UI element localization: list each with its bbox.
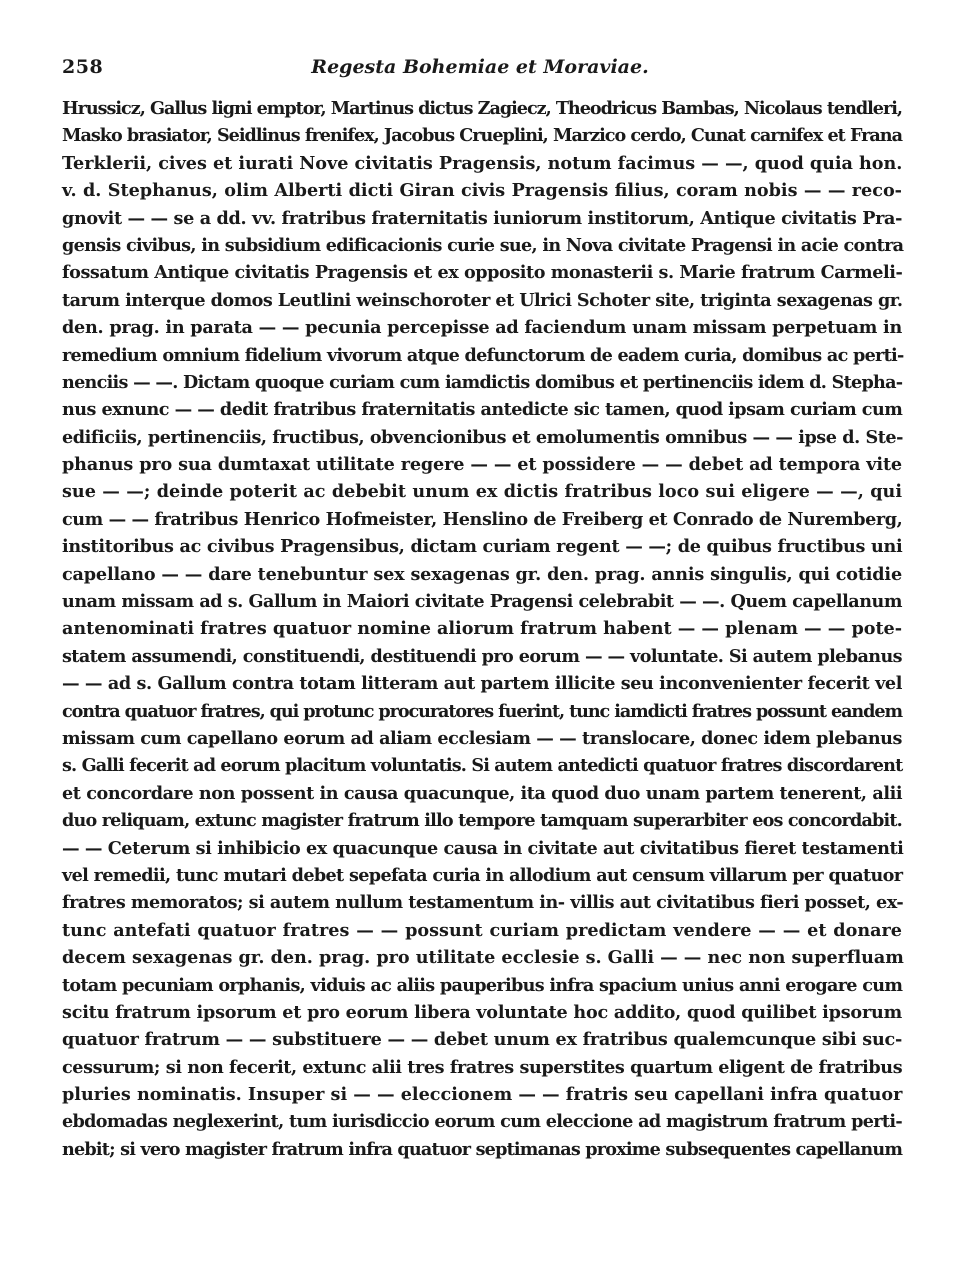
body-text bbox=[62, 95, 902, 1163]
text-line: statem assumendi, constituendi, destituendi pro eorum — — voluntate. Si autem plebanus bbox=[62, 645, 902, 667]
text-line: Terklerii, cives et iurati Nove civitatis Pragensis, notum facimus — —, quod quia hon. bbox=[62, 152, 903, 174]
text-line: vel remedii, tunc mutari debet sepefata curia in allodium aut censum villarum per quatuor bbox=[62, 864, 903, 886]
text-line: pluries nominatis. Insuper si — — eleccionem — — fratris seu capellani infra quatuor bbox=[62, 1084, 903, 1106]
text-line: sue — —; deinde poterit ac debebit unum ex dictis fratribus loco sui eligere — —, qui bbox=[62, 481, 902, 503]
text-line: edificiis, pertinenciis, fructibus, obvencionibus et emolumentis omnibus — — ipse d. Ste- bbox=[62, 426, 904, 448]
page-header bbox=[62, 56, 898, 86]
text-line: contra quatuor fratres, qui protunc procuratores fuerint, tunc iamdicti fratres possunt eandem bbox=[62, 700, 902, 722]
text-line: nebit; si vero magister fratrum infra quatuor septimanas proxime subsequentes capellanum bbox=[62, 1138, 903, 1160]
text-line: nus exnunc — — dedit fratribus fraternitatis antedicte sic tamen, quod ipsam curiam cum bbox=[62, 399, 903, 421]
page-number: 258 bbox=[62, 56, 104, 78]
text-line: ebdomadas neglexerint, tum iurisdiccio eorum cum eleccione ad magistrum fratrum perti- bbox=[62, 1111, 902, 1133]
text-line: phanus pro sua dumtaxat utilitate regere — — et possidere — — debet ad tempora vite bbox=[62, 454, 902, 476]
text-line: nenciis — —. Dictam quoque curiam cum iamdictis domibus et pertinenciis idem d. Stepha- bbox=[62, 371, 903, 393]
text-line: tunc antefati quatuor fratres — — possunt curiam predictam vendere — — et donare bbox=[62, 919, 902, 941]
text-line: institoribus ac civibus Pragensibus, dictam curiam regent — —; de quibus fructibus uni bbox=[62, 536, 903, 558]
text-line: fratres memoratos; si autem nullum testamentum in- villis aut civitatibus fieri posset, ex- bbox=[62, 892, 904, 914]
text-line: missam cum capellano eorum ad aliam ecclesiam — — translocare, donec idem plebanus bbox=[62, 727, 902, 749]
text-line: s. Galli fecerit ad eorum placitum voluntatis. Si autem antedicti quatuor fratres discordarent bbox=[62, 755, 903, 777]
text-line: fossatum Antique civitatis Pragensis et ex opposito monasterii s. Marie fratrum Carmeli- bbox=[62, 262, 903, 284]
text-line: — — ad s. Gallum contra totam litteram aut partem illicite seu inconvenienter fecerit vel bbox=[62, 673, 902, 695]
text-line: totam pecuniam orphanis, viduis ac aliis pauperibus infra spacium unius anni erogare cum bbox=[62, 974, 903, 996]
text-line: v. d. Stephanus, olim Alberti dicti Giran civis Pragensis filius, coram nobis — — reco- bbox=[62, 180, 902, 202]
text-line: tarum interque domos Leutlini weinschoroter et Ulrici Schoter site, triginta sexagenas gr. bbox=[62, 289, 903, 311]
text-line: quatuor fratrum — — substituere — — debet unum ex fratribus qualemcunque sibi suc- bbox=[62, 1029, 902, 1051]
text-line: remedium omnium fidelium vivorum atque defunctorum de eadem curia, domibus ac perti- bbox=[62, 344, 904, 366]
text-line: gensis civibus, in subsidium edificacionis curie sue, in Nova civitate Pragensi in acie contra bbox=[62, 234, 904, 256]
text-line: den. prag. in parata — — pecunia percepisse ad faciendum unam missam perpetuam in bbox=[62, 317, 902, 339]
text-line: duo reliquam, extunc magister fratrum illo tempore tamquam superarbiter eos concordabit. bbox=[62, 810, 902, 832]
text-line: scitu fratrum ipsorum et pro eorum libera voluntate hoc addito, quod quilibet ipsorum bbox=[62, 1001, 902, 1023]
text-line: unam missam ad s. Gallum in Maiori civitate Pragensi celebrabit — —. Quem capellanum bbox=[62, 591, 902, 613]
running-title: Regesta Bohemiae et Moraviae. bbox=[311, 56, 649, 78]
text-line: cessurum; si non fecerit, extunc alii tres fratres superstites quartum eligent de fratribus bbox=[62, 1056, 903, 1078]
text-line: — — Ceterum si inhibicio ex quacunque causa in civitate aut civitatibus fieret testamenti bbox=[62, 837, 904, 859]
text-line: et concordare non possent in causa quacunque, ita quod duo unam partem tenerent, alii bbox=[62, 782, 903, 804]
text-line: Hrussicz, Gallus ligni emptor, Martinus dictus Zagiecz, Theodricus Bambas, Nicolaus tendleri, bbox=[62, 98, 902, 119]
text-line: capellano — — dare tenebuntur sex sexagenas gr. den. prag. annis singulis, qui cotidie bbox=[62, 563, 902, 585]
text-line: decem sexagenas gr. den. prag. pro utilitate ecclesie s. Galli — — nec non superfluam bbox=[62, 947, 904, 969]
text-line: gnovit — — se a dd. vv. fratribus fraternitatis iuniorum institorum, Antique civitatis Pra- bbox=[62, 207, 903, 229]
text-line: antenominati fratres quatuor nomine aliorum fratrum habent — — plenam — — pote- bbox=[62, 618, 902, 640]
text-line: Masko brasiator, Seidlinus frenifex, Jacobus Crueplini, Marzico cerdo, Cunat carnifex et Frana bbox=[62, 125, 902, 147]
text-line: cum — — fratribus Henrico Hofmeister, Henslino de Freiberg et Conrado de Nuremberg, bbox=[62, 508, 903, 530]
